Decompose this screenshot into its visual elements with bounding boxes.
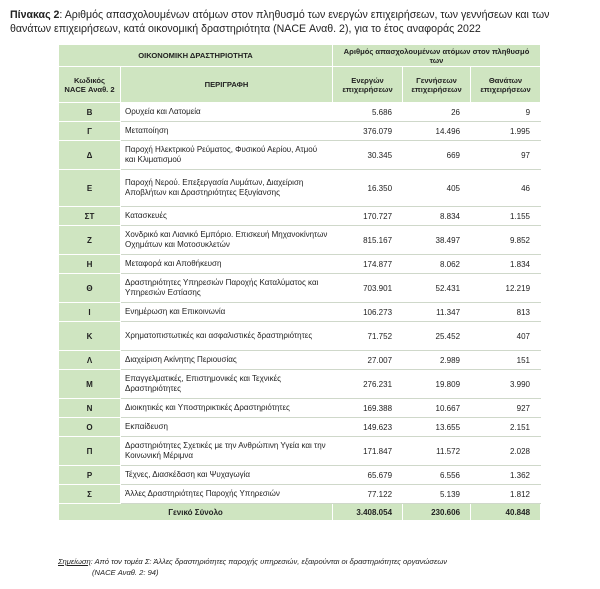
row-code: Π xyxy=(59,437,121,466)
row-active: 27.007 xyxy=(333,351,403,370)
row-active: 703.901 xyxy=(333,274,403,303)
row-active: 77.122 xyxy=(333,485,403,504)
table-row xyxy=(59,418,541,437)
row-deaths: 1.995 xyxy=(471,122,541,141)
row-code: Γ xyxy=(59,122,121,141)
table-row xyxy=(59,303,541,322)
table-caption xyxy=(10,8,590,36)
row-active: 30.345 xyxy=(333,141,403,170)
header-active: Ενεργών επιχειρήσεων xyxy=(333,67,403,103)
row-code: Σ xyxy=(59,485,121,504)
table-row xyxy=(59,485,541,504)
header-code: Κωδικός NACE Αναθ. 2 xyxy=(59,67,121,103)
table-row xyxy=(59,370,541,399)
row-births: 6.556 xyxy=(403,466,471,485)
row-code: Ε xyxy=(59,170,121,207)
row-deaths: 927 xyxy=(471,399,541,418)
row-deaths: 97 xyxy=(471,141,541,170)
row-births: 8.834 xyxy=(403,207,471,226)
data-table xyxy=(58,44,541,520)
row-births: 11.347 xyxy=(403,303,471,322)
table-note xyxy=(58,556,578,578)
row-active: 171.847 xyxy=(333,437,403,466)
row-description: Διοικητικές και Υποστηρικτικές Δραστηριότητες xyxy=(121,399,333,418)
row-births: 11.572 xyxy=(403,437,471,466)
row-description: Ορυχεία και Λατομεία xyxy=(121,103,333,122)
note-text-2: (NACE Αναθ. 2: 94) xyxy=(92,568,159,577)
caption-label: Πίνακας 2 xyxy=(10,9,60,21)
table-row xyxy=(59,466,541,485)
row-code: Θ xyxy=(59,274,121,303)
header-births: Γεννήσεων επιχειρήσεων xyxy=(403,67,471,103)
row-description: Κατασκευές xyxy=(121,207,333,226)
table-row xyxy=(59,274,541,303)
row-births: 38.497 xyxy=(403,226,471,255)
row-deaths: 9.852 xyxy=(471,226,541,255)
row-births: 669 xyxy=(403,141,471,170)
total-row xyxy=(59,504,541,521)
row-births: 5.139 xyxy=(403,485,471,504)
row-description: Επαγγελματικές, Επιστημονικές και Τεχνικές Δραστηριότητες xyxy=(121,370,333,399)
row-active: 376.079 xyxy=(333,122,403,141)
row-births: 52.431 xyxy=(403,274,471,303)
row-code: Δ xyxy=(59,141,121,170)
row-description: Δραστηριότητες Σχετικές με την Ανθρώπινη Υγεία και την Κοινωνική Μέριμνα xyxy=(121,437,333,466)
row-deaths: 2.028 xyxy=(471,437,541,466)
row-code: Ζ xyxy=(59,226,121,255)
row-active: 106.273 xyxy=(333,303,403,322)
total-active: 3.408.054 xyxy=(333,504,403,521)
row-description: Διαχείριση Ακίνητης Περιουσίας xyxy=(121,351,333,370)
row-description: Άλλες Δραστηριότητες Παροχής Υπηρεσιών xyxy=(121,485,333,504)
row-active: 276.231 xyxy=(333,370,403,399)
table-head xyxy=(59,45,541,103)
table-row xyxy=(59,170,541,207)
row-active: 16.350 xyxy=(333,170,403,207)
table-row xyxy=(59,399,541,418)
row-description: Χονδρικό και Λιανικό Εμπόριο. Επισκευή Μηχανοκίνητων Οχημάτων και Μοτοσυκλετών xyxy=(121,226,333,255)
row-deaths: 2.151 xyxy=(471,418,541,437)
row-description: Δραστηριότητες Υπηρεσιών Παροχής Καταλύματος και Υπηρεσιών Εστίασης xyxy=(121,274,333,303)
row-deaths: 1.812 xyxy=(471,485,541,504)
row-description: Τέχνες, Διασκέδαση και Ψυχαγωγία xyxy=(121,466,333,485)
row-code: Ι xyxy=(59,303,121,322)
row-code: Ρ xyxy=(59,466,121,485)
row-description: Χρηματοπιστωτικές και ασφαλιστικές δραστηριότητες xyxy=(121,322,333,351)
row-deaths: 407 xyxy=(471,322,541,351)
note-label: Σημείωση xyxy=(58,557,91,566)
row-active: 5.686 xyxy=(333,103,403,122)
row-code: Ο xyxy=(59,418,121,437)
row-code: ΣΤ xyxy=(59,207,121,226)
row-deaths: 1.362 xyxy=(471,466,541,485)
caption-text: : Αριθμός απασχολουμένων ατόμων στον πληθυσμό των ενεργών επιχειρήσεων, των γεννήσεων και των θανάτων επιχειρήσεων, κατά οικονομική δραστηριότητα (NACE Αναθ. 2), για το έτος αναφοράς 2022 xyxy=(10,9,550,35)
row-deaths: 1.834 xyxy=(471,255,541,274)
row-active: 174.877 xyxy=(333,255,403,274)
table-row xyxy=(59,437,541,466)
row-births: 26 xyxy=(403,103,471,122)
row-description: Εκπαίδευση xyxy=(121,418,333,437)
row-active: 65.679 xyxy=(333,466,403,485)
table-row xyxy=(59,103,541,122)
row-deaths: 46 xyxy=(471,170,541,207)
table-row xyxy=(59,351,541,370)
total-births: 230.606 xyxy=(403,504,471,521)
row-code: Μ xyxy=(59,370,121,399)
row-births: 13.655 xyxy=(403,418,471,437)
row-description: Παροχή Νερού. Επεξεργασία Λυμάτων, Διαχείριση Αποβλήτων και Δραστηριότητες Εξυγίανσης xyxy=(121,170,333,207)
row-deaths: 12.219 xyxy=(471,274,541,303)
row-code: Ν xyxy=(59,399,121,418)
row-births: 25.452 xyxy=(403,322,471,351)
row-births: 14.496 xyxy=(403,122,471,141)
row-deaths: 151 xyxy=(471,351,541,370)
row-active: 169.388 xyxy=(333,399,403,418)
row-active: 149.623 xyxy=(333,418,403,437)
row-code: Λ xyxy=(59,351,121,370)
row-code: Η xyxy=(59,255,121,274)
row-active: 815.167 xyxy=(333,226,403,255)
total-label: Γενικό Σύνολο xyxy=(59,504,333,521)
row-description: Ενημέρωση και Επικοινωνία xyxy=(121,303,333,322)
row-code: Κ xyxy=(59,322,121,351)
row-code: Β xyxy=(59,103,121,122)
row-description: Παροχή Ηλεκτρικού Ρεύματος, Φυσικού Αερίου, Ατμού και Κλιματισμού xyxy=(121,141,333,170)
row-births: 8.062 xyxy=(403,255,471,274)
table-row xyxy=(59,226,541,255)
row-deaths: 9 xyxy=(471,103,541,122)
table-row xyxy=(59,122,541,141)
header-deaths: Θανάτων επιχειρήσεων xyxy=(471,67,541,103)
table-row xyxy=(59,207,541,226)
table-row xyxy=(59,255,541,274)
header-employed-group: Αριθμός απασχολουμένων ατόμων στον πληθυσμό των xyxy=(333,45,541,67)
row-description: Μεταποίηση xyxy=(121,122,333,141)
row-births: 19.809 xyxy=(403,370,471,399)
row-deaths: 1.155 xyxy=(471,207,541,226)
note-text: : Από τον τομέα Σ: Άλλες δραστηριότητες παροχής υπηρεσιών, εξαιρούνται οι δραστηριότητες οργανώσεων xyxy=(90,557,448,566)
table-row xyxy=(59,141,541,170)
row-deaths: 3.990 xyxy=(471,370,541,399)
table-body xyxy=(59,103,541,521)
header-description: ΠΕΡΙΓΡΑΦΗ xyxy=(121,67,333,103)
row-active: 71.752 xyxy=(333,322,403,351)
total-deaths: 40.848 xyxy=(471,504,541,521)
row-births: 2.989 xyxy=(403,351,471,370)
row-births: 10.667 xyxy=(403,399,471,418)
table-row xyxy=(59,322,541,351)
row-births: 405 xyxy=(403,170,471,207)
header-activity-group: ΟΙΚΟΝΟΜΙΚΗ ΔΡΑΣΤΗΡΙΟΤΗΤΑ xyxy=(59,45,333,67)
row-description: Μεταφορά και Αποθήκευση xyxy=(121,255,333,274)
row-active: 170.727 xyxy=(333,207,403,226)
row-deaths: 813 xyxy=(471,303,541,322)
